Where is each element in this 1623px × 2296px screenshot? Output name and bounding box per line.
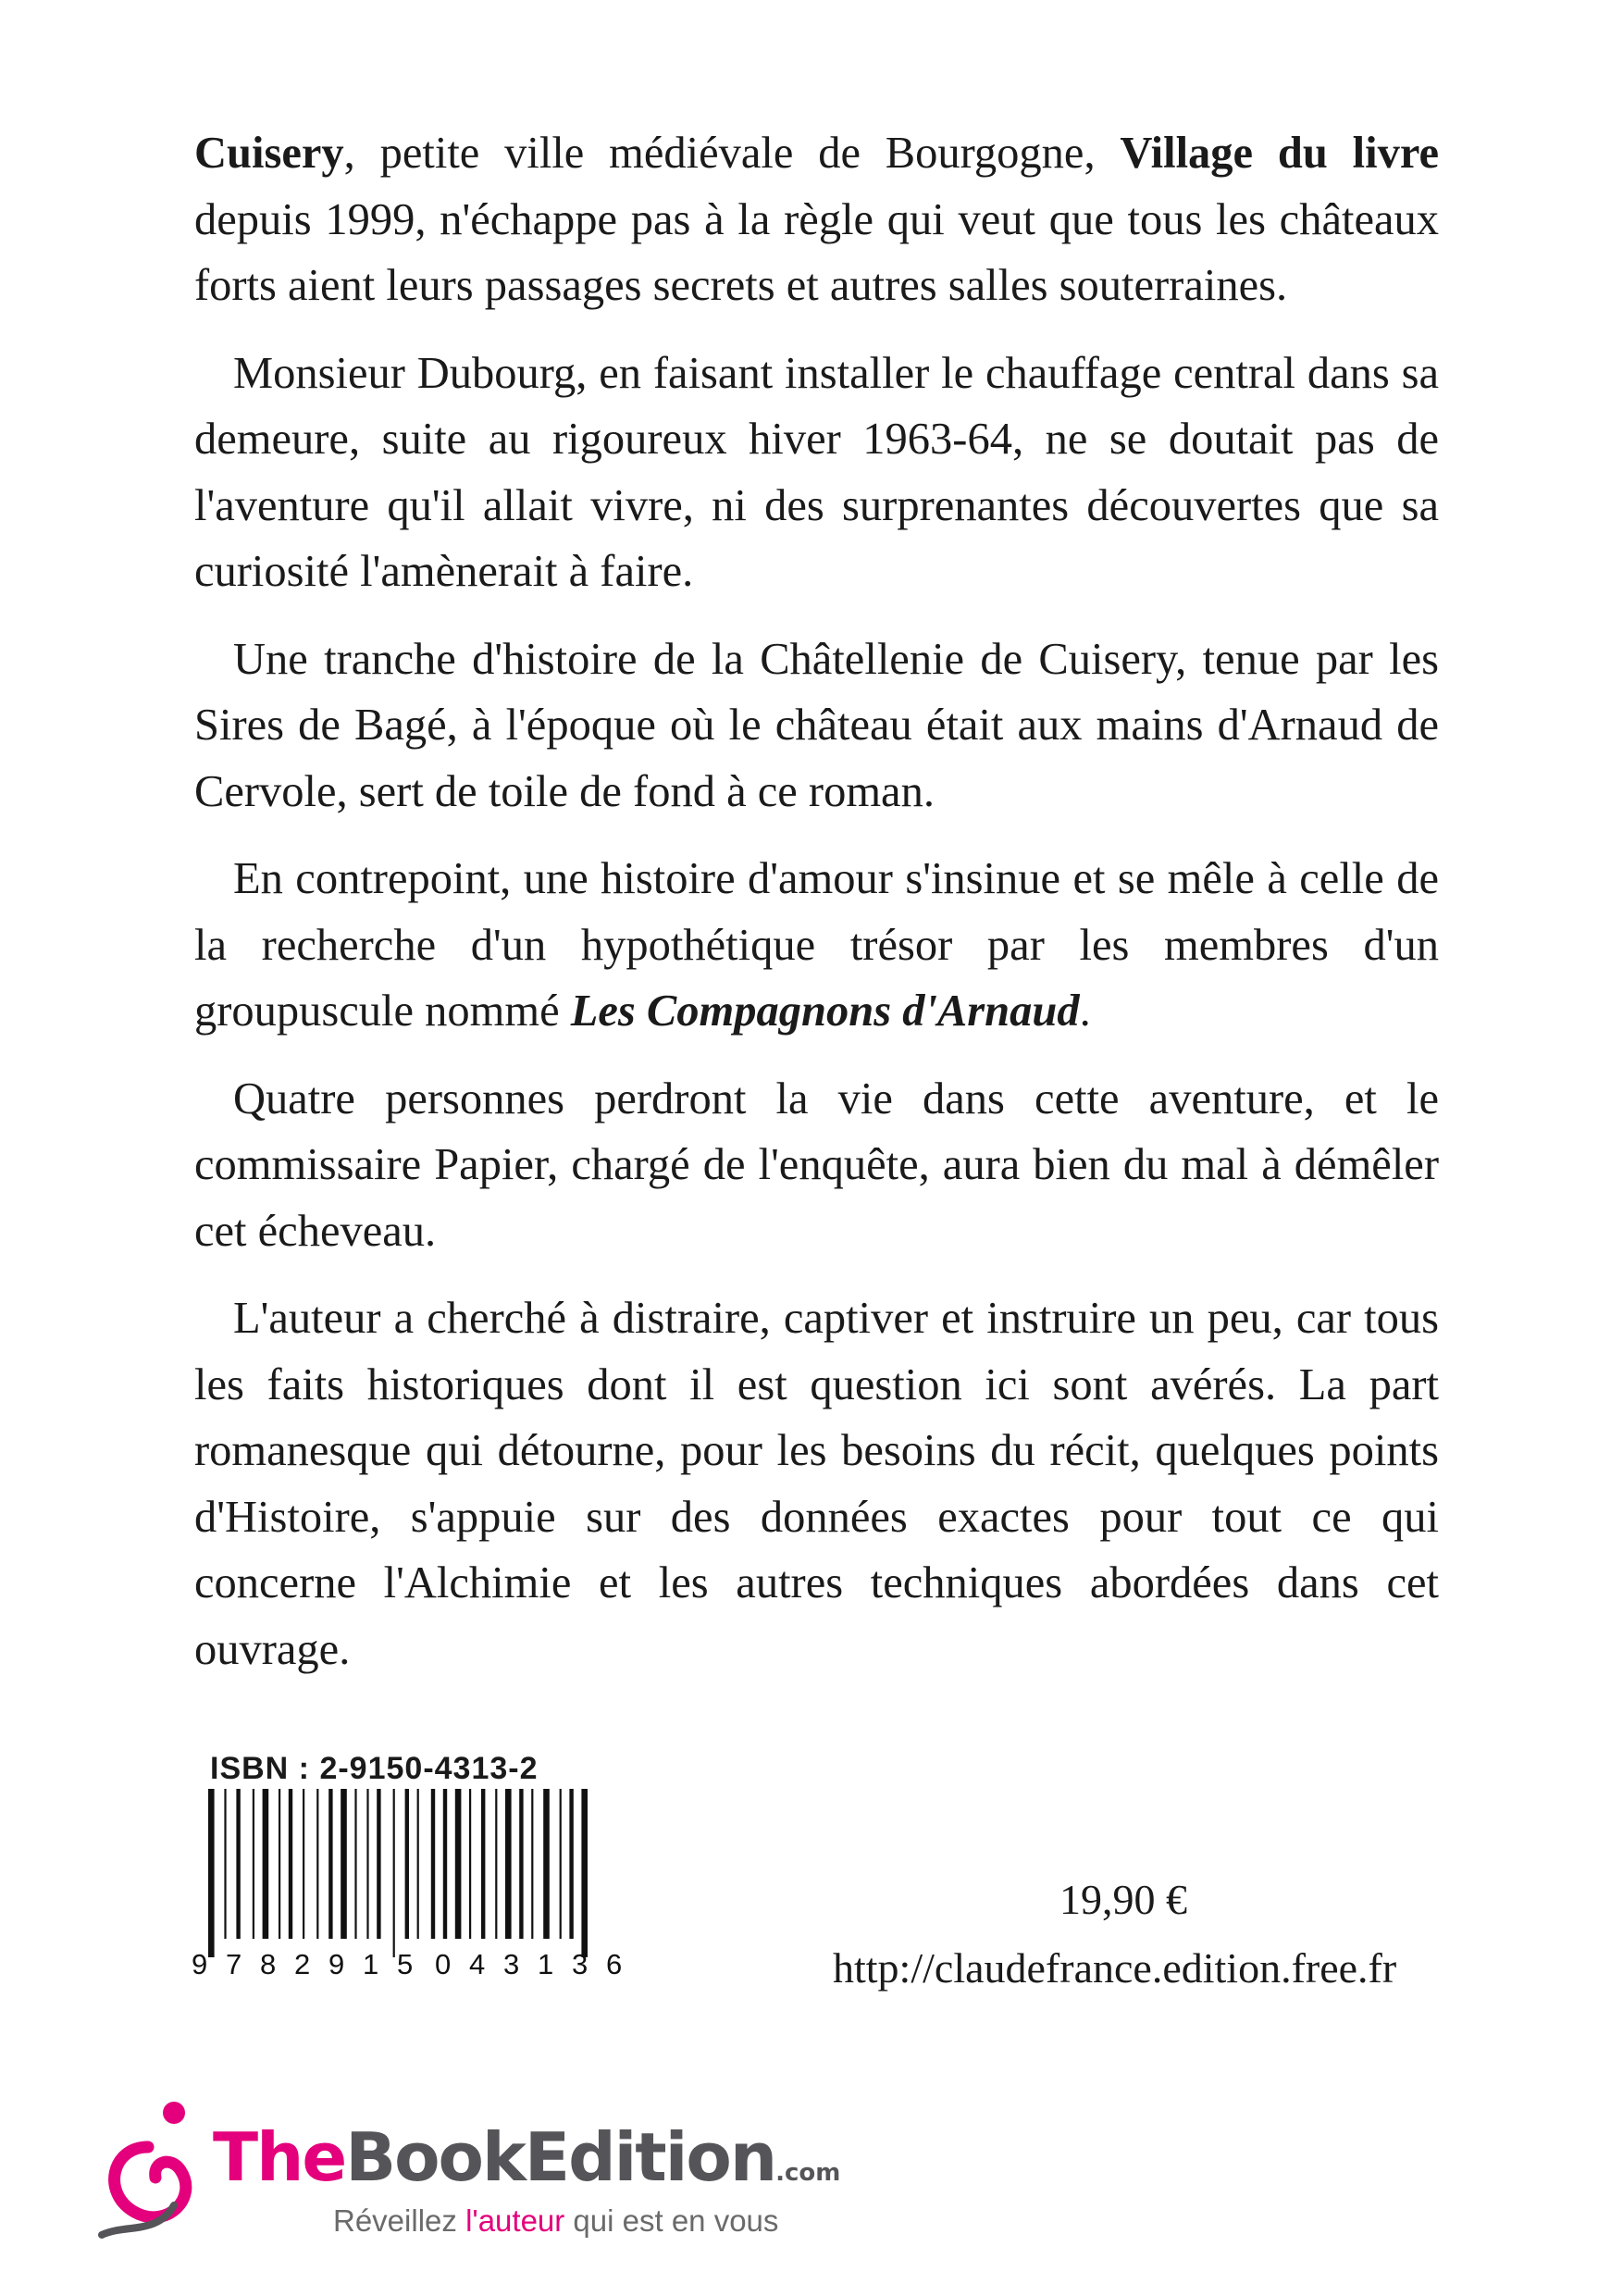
barcode-bar [560, 1789, 562, 1939]
thebookedition-swirl-icon [93, 2096, 213, 2253]
blurb-paragraph-3: Une tranche d'histoire de la Châtellenie de Cuisery, tenue par les Sires de Bagé, à l'époque où le château était aux mains d'Arnaud de Cervole, sert de toile de fond à ce roman. [194, 634, 1439, 816]
barcode-bar [495, 1789, 497, 1939]
barcode-bar [208, 1789, 215, 1957]
ean-digit: 5 [397, 1948, 414, 1980]
ean-digit: 3 [572, 1948, 588, 1980]
blurb-paragraph-2: Monsieur Dubourg, en faisant installer le chauffage central dans sa demeure, suite au rigoureux hiver 1963-64, ne se doutait pas de l'aventure qu'il allait vivre, ni des surprenantes découvertes que sa curiosité l'amènerait à faire. [194, 348, 1439, 596]
barcode-bars [192, 1789, 645, 1957]
barcode-bar [224, 1789, 226, 1939]
barcode-bar [455, 1789, 462, 1939]
back-cover-blurb [194, 120, 1439, 1704]
ean-digit: 8 [260, 1948, 277, 1980]
isbn-barcode [192, 1752, 645, 1957]
town-name: Cuisery [194, 129, 344, 178]
brand-tagline: Réveillez l'auteur qui est en vous [333, 2203, 779, 2238]
barcode-bar [393, 1789, 395, 1957]
barcode-bar [431, 1789, 435, 1939]
ean-digit: 1 [538, 1948, 554, 1980]
brand-wordmark: TheBookEdition.com [213, 2118, 841, 2196]
barcode-bar [505, 1789, 512, 1939]
ean-digit: 3 [503, 1948, 520, 1980]
barcode-bar [328, 1789, 332, 1939]
barcode-bar [236, 1789, 240, 1939]
price: 19,90 € [1059, 1876, 1187, 1923]
barcode-bar [469, 1789, 471, 1939]
barcode-bar [481, 1789, 485, 1939]
barcode-bar [341, 1789, 347, 1939]
barcode-bar [354, 1789, 356, 1939]
barcode-bar [531, 1789, 533, 1939]
blurb-paragraph-1: Cuisery, petite ville médiévale de Bourgogne, Village du livre depuis 1999, n'échappe pas à la règle qui veut que tous les châteaux forts aient leurs passages secrets et autres salles souterraines. [194, 129, 1440, 310]
blurb-paragraph-4: En contrepoint, une histoire d'amour s'insinue et se mêle à celle de la recherche d'un hypothétique trésor par les membres d'un groupuscule nommé Les Compagnons d'Arnaud. [194, 854, 1439, 1036]
ean-digit: 4 [469, 1948, 486, 1980]
barcode-bar [253, 1789, 254, 1939]
barcode-bar [569, 1789, 573, 1939]
ean-digit: 1 [363, 1948, 379, 1980]
barcode-bar [303, 1789, 304, 1939]
village-du-livre: Village du livre [1120, 129, 1440, 178]
ean-digit: 7 [226, 1948, 242, 1980]
barcode-bar [366, 1789, 368, 1939]
ean-digit: 6 [606, 1948, 623, 1980]
isbn-label: ISBN : 2-9150-4313-2 [210, 1751, 539, 1786]
barcode-bar [316, 1789, 318, 1939]
barcode-bar [543, 1789, 550, 1939]
barcode-bar [443, 1789, 447, 1939]
blurb-paragraph-6: L'auteur a cherché à distraire, captiver et instruire un peu, car tous les faits historiques dont il est question ici sont avérés. La part romanesque qui détourne, pour les besoins du récit, quelques points d'Histoire, s'appuie sur des données exactes pour tout ce qui concerne l'Alchimie et les autres techniques abordées dans cet ouvrage. [194, 1294, 1439, 1674]
publisher-logo [93, 2096, 851, 2263]
group-name: Les Compagnons d'Arnaud [570, 987, 1080, 1036]
barcode-bar [405, 1789, 409, 1939]
barcode-bar [289, 1789, 292, 1939]
barcode-bar [263, 1789, 269, 1939]
barcode-bar [417, 1789, 419, 1939]
ean-digit: 0 [435, 1948, 452, 1980]
blurb-paragraph-5: Quatre personnes perdront la vie dans cette aventure, et le commissaire Papier, chargé de l'enquête, aura bien du mal à démêler cet écheveau. [194, 1074, 1439, 1256]
barcode-bar [377, 1789, 380, 1939]
barcode-bar [581, 1789, 588, 1957]
publisher-url: http://claudefrance.edition.free.fr [833, 1944, 1397, 1992]
ean-digit: 2 [294, 1948, 311, 1980]
barcode-bar [279, 1789, 280, 1939]
ean-digit: 9 [192, 1948, 208, 1980]
barcode-bar [519, 1789, 523, 1939]
ean-digit: 9 [328, 1948, 345, 1980]
